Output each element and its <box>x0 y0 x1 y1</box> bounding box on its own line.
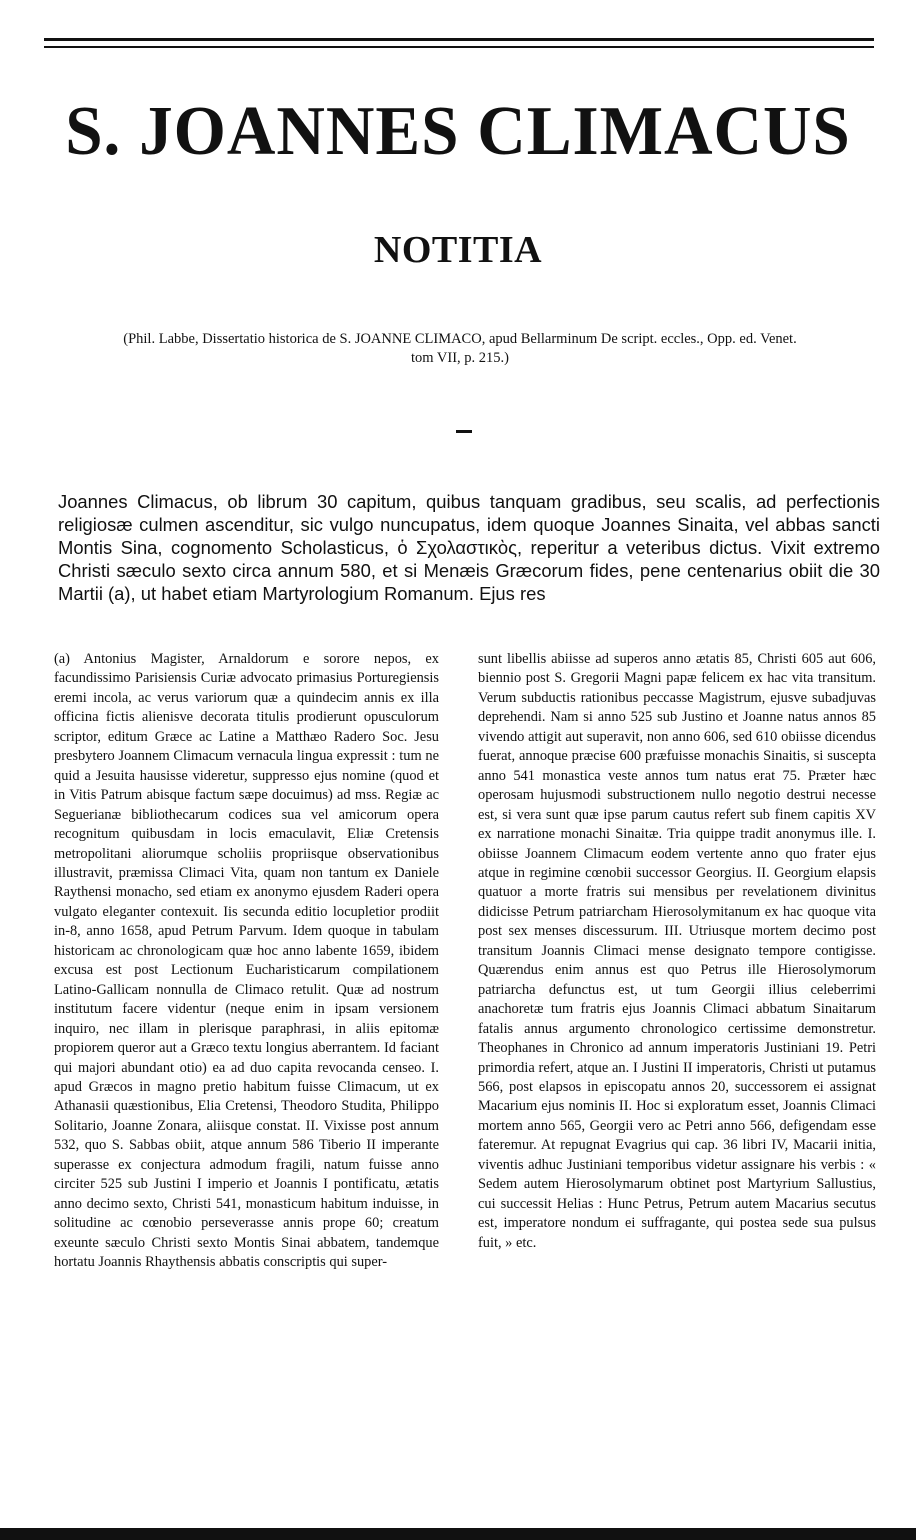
top-double-rule <box>44 38 874 48</box>
footnote-column-right: sunt libellis abiisse ad superos anno ætatis 85, Christi 605 aut 606, biennio post S. Gregorii Magni papæ felicem ex hac vita transitum. Verum subductis rationibus peccasse Magistrum, ejusve subadjuvas deprehendi. Nam si anno 525 sub Justino et Joanne natus annos 85 vivendo attigit aut superavit, non anno 606, sed 610 obiisse dicendus fuerat, annoque præcise 600 præfuisse monachis Sinaitis, si suscepta anno 541 monastica veste annos tum natus erat 75. Præter hæc operosam hujusmodi substructionem nullo negotio destrui necesse est, si vera sunt quæ ipse parum cautus refert sub finem capitis XV ex narratione monachi Sinaitæ. Tria quippe tradit anonymus ille. I. obiisse Joannem Climacum eodem vertente anno quo frater ejus atque in regimine cœnobii successor Georgius. II. Georgium elapsis quatuor a morte fratris sui mensibus per revelationem divinitus didicisse Petrum patriarcham Hierosolymitanum ex hac quoque vita post sex menses discessurum. III. Utriusque mortem decimo post transitum Joannis Climaci mense designato tempore contigisse. Quærendus enim annus est quo Petrus ille Hierosolymorum patriarcha defunctus est, ut tum Georgii illius celeberrimi anachoretæ tum fratris ejus Joannis Climaci abbatum Sinaitarum fatalis annus argumento chronologico certissime demonstretur. Theophanes in Chronico ad annum imperatoris Justiniani 19. Petri primordia refert, atque an. I Justini II imperatoris, Christi ut putamus 566, post elapsos in episcopatu annos 20, successorem ei assignat Macarium ejus nominis II. Hoc si exploratum esset, Joannis Climaci mortem anno 565, Georgii vero ac Petri anno 566, defigendam esse fateremur. At repugnat Evagrius qui cap. 36 libri IV, Macarii initia, viventis adhuc Justiniani temporibus videtur assignare his verbis : « Sedem autem Hierosolymarum obtinet post Martyrium Sallustius, cui successit Helias : Hunc Petrus, Petrum autem Macarius secutus est, imperatore nondum ei suffragante, qui postea sede sua pulsus fuit, » etc. <box>478 651 876 1251</box>
section-heading: NOTITIA <box>373 229 543 271</box>
page-title: S. JOANNES CLIMACUS <box>65 93 851 170</box>
section-dash <box>456 430 472 433</box>
source-citation-line-2: tom VII, p. 215.) <box>410 350 509 366</box>
footnote-column-left: (a) Antonius Magister, Arnaldorum e sorore nepos, ex facundissimo Parisiensis Curiæ advocato primasius Porturegiensis eremi incola, ac verus variorum quæ a quindecim annis ex illa officina fictis alienisve decorata titulis prodierunt opusculorum scriptor, editum Græce ac Latine a Matthæo Radero Soc. Jesu presbytero Joannem Climacum vernacula lingua expressit : tum ne quid a Jesuita hausisse videretur, suppresso ejus nomine (quod et in Vitis Patrum abisque factum sæpe docuimus) ad mss. Regiæ ac Seguerianæ bibliothecarum codices sua vel amicorum opera recognitum quibusdam in locis emaculavit, Eliæ Cretensis metropolitani aliorumque scholiis propriisque observationibus illustravit, præmissa Climaci Vita, quam non tantum ex Daniele Raythensi monacho, sed etiam ex anonymo ejusdem Raderi opera vulgato eleganter contexuit. Iis secunda editio locupletior prodiit in-8, anno 1658, apud Petrum Parvum. Idem quoque in tabulam historicam ac chronologicam quæ hoc anno labente 1659, ibidem excusa est post Lectionum Eucharisticarum compilationem Latino-Gallicam nonnulla de Climaco retulit. Quæ ad nostrum institutum facere videntur (neque enim in ipsam versionem inquiro, nec illam in plerisque paraphrasi, in aliis epitomæ propiorem queror aut a Græco textu longius aberrantem. Id faciant qui majori abundant otio) ea ad duo capita revocanda censeo. I. apud Græcos in magno pretio habitum fuisse Climacum, ut ex Athanasii quæstionibus, Elia Cretensi, Theodoro Studita, Philippo Solitario, Joanne Zonara, aliisque constat. II. Vixisse post annum 532, quo S. Sabbas obiit, atque annum 586 Tiberio II imperante superasse ex conjectura admodum fragili, natum fuisse anno circiter 525 sub Justini I imperio et Joannis I pontificatu, ætatis anno decimo sexto, Christi 541, monasticum habitum induisse, in solitudine ac cœnobio perseverasse annis prope 60; creatum exeunte sæculo Christi sexto Montis Sinai abbatem, tandemque hortatu Joannis Rhaythensis abbatis conscriptis qui super- <box>54 651 439 1271</box>
source-citation <box>40 330 880 368</box>
source-citation-line-1: (Phil. Labbe, Dissertatio historica de S. JOANNE CLIMACO, apud Bellarminum De script. eccles., Opp. ed. Venet. <box>123 331 797 347</box>
intro-paragraph: Joannes Climacus, ob librum 30 capitum, quibus tanquam gradibus, seu scalis, ad perfectionis religiosæ culmen ascenditur, sic vulgo nuncupatus, idem quoque Joannes Sinaita, vel abbas sancti Montis Sina, cognomento Scholasticus, ὁ Σχολαστικὸς, reperitur a veteribus dictus. Vixit extremo Christi sæculo sexto circa annum 580, et si Menæis Græcorum fides, pene centenarius obiit die 30 Martii (a), ut habet etiam Martyrologium Romanum. Ejus res <box>58 491 880 604</box>
bottom-black-band <box>0 1528 916 1540</box>
